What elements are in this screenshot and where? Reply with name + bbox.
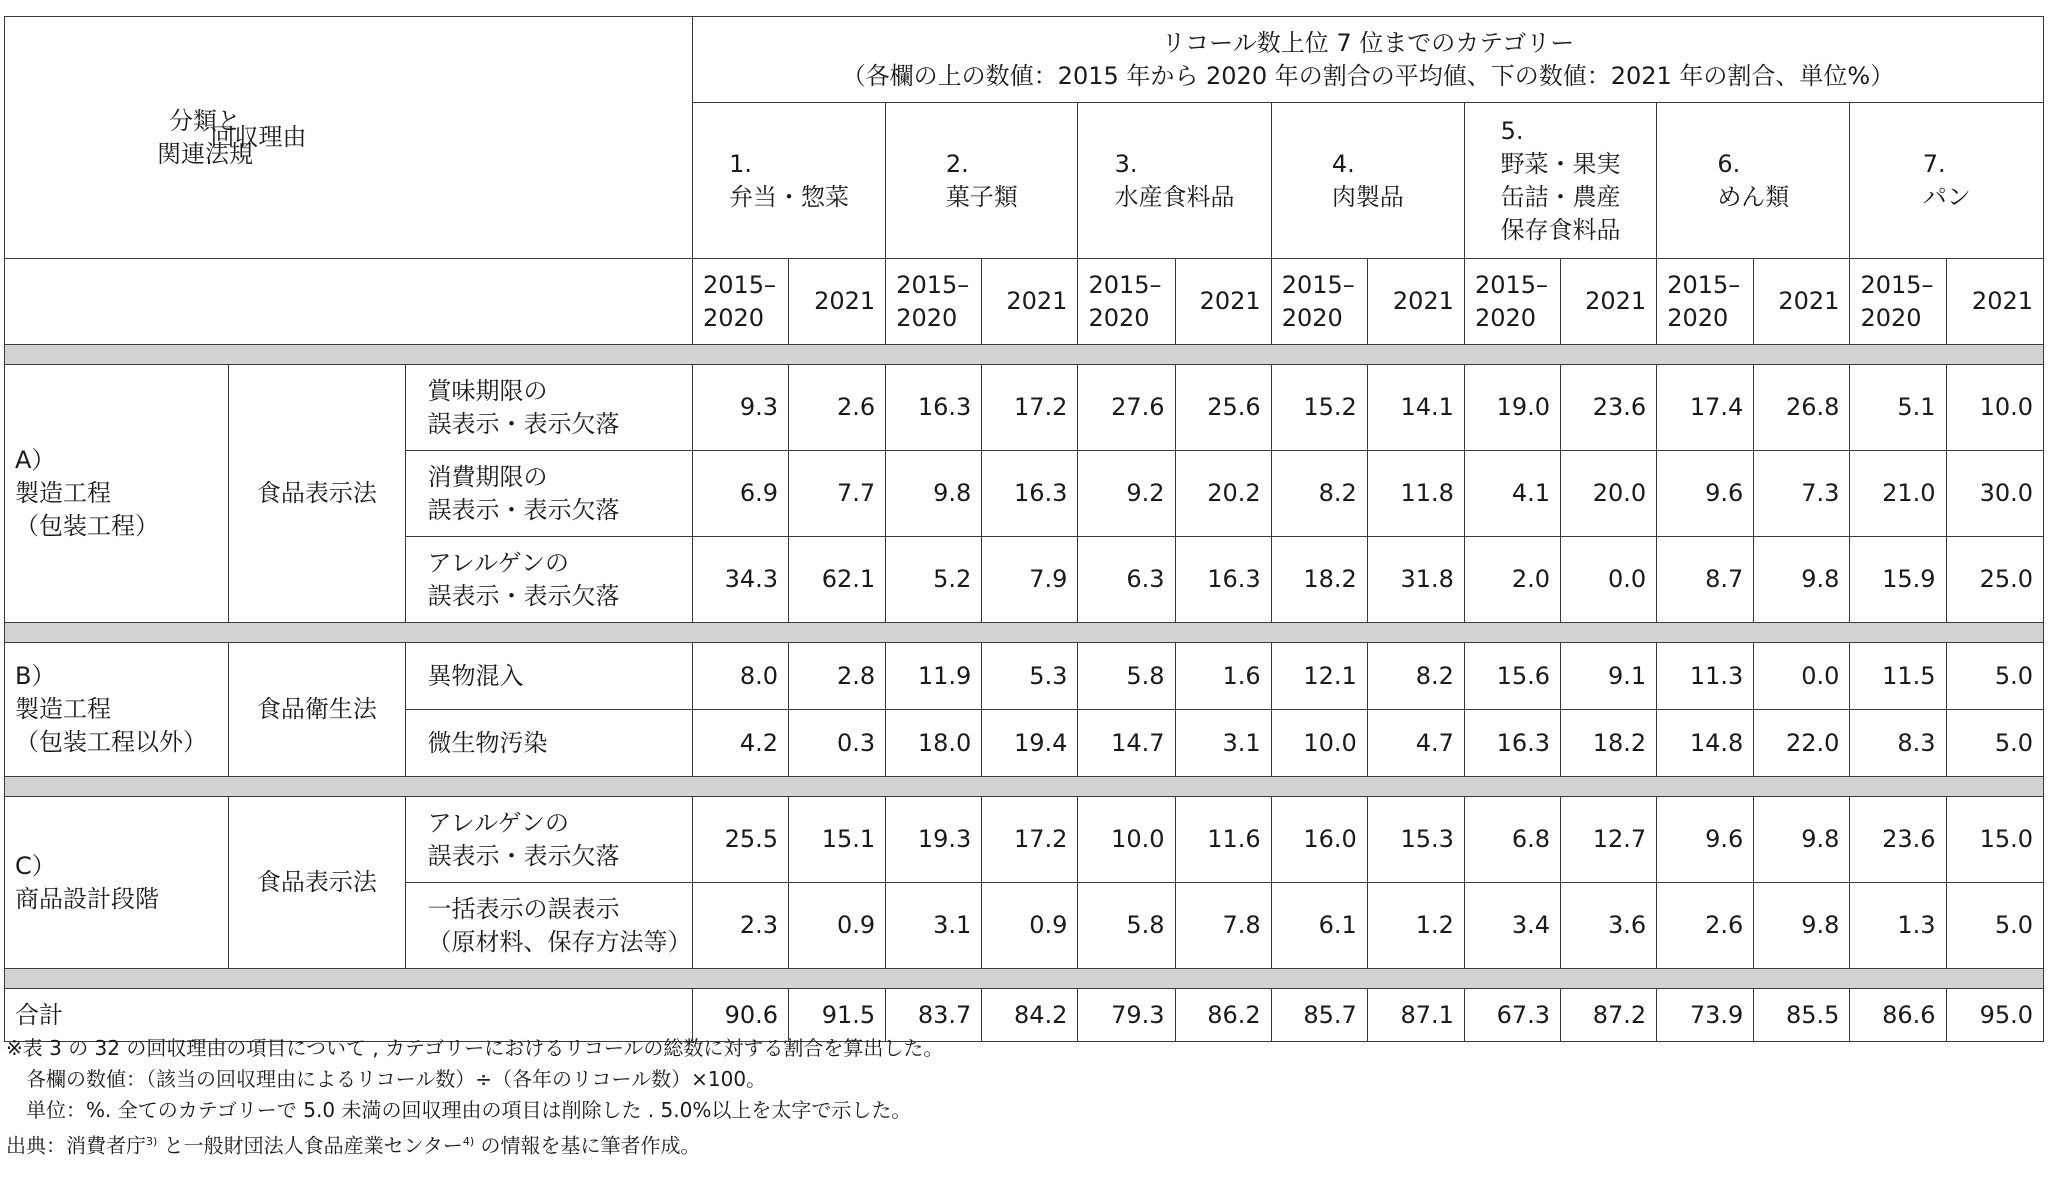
value-cell: 16.3 [1175, 537, 1271, 623]
recall-table [4, 16, 2044, 1042]
value-cell: 8.2 [1367, 643, 1464, 710]
value-cell: 12.7 [1561, 797, 1657, 883]
value-cell: 6.3 [1078, 537, 1175, 623]
group-label: B） 製造工程 （包装工程以外） [5, 643, 229, 777]
value-cell: 30.0 [1946, 451, 2043, 537]
note-source-mid: と一般財団法人食品産業センター [157, 1133, 463, 1158]
value-cell: 11.6 [1175, 797, 1271, 883]
period-header-2015-2020: 2015– 2020 [1464, 259, 1560, 345]
value-cell: 8.3 [1850, 710, 1946, 777]
value-cell: 10.0 [1078, 797, 1175, 883]
value-cell: 23.6 [1850, 797, 1946, 883]
value-cell: 5.2 [886, 537, 982, 623]
value-cell: 15.0 [1946, 797, 2043, 883]
note-ref-1: 3) [146, 1135, 158, 1148]
category-header: 6. めん類 [1717, 149, 1790, 211]
value-cell: 12.1 [1271, 643, 1367, 710]
value-cell: 16.0 [1271, 797, 1367, 883]
group-label: C） 商品設計段階 [5, 797, 229, 969]
value-cell: 6.9 [692, 451, 788, 537]
table-body [5, 17, 2044, 1042]
value-cell: 0.9 [982, 883, 1078, 969]
value-cell: 11.9 [886, 643, 982, 710]
value-cell: 11.8 [1367, 451, 1464, 537]
category-header-cell [692, 103, 885, 259]
recall-reason: アレルゲンの 誤表示・表示欠落 [405, 537, 692, 623]
value-cell: 5.8 [1078, 643, 1175, 710]
table-row [5, 797, 2044, 883]
value-cell: 11.3 [1657, 643, 1754, 710]
group-separator [5, 777, 2044, 797]
period-header-2015-2020: 2015– 2020 [1271, 259, 1367, 345]
group-label: A） 製造工程 （包装工程） [5, 365, 229, 623]
value-cell: 15.2 [1271, 365, 1367, 451]
value-cell: 4.2 [692, 710, 788, 777]
total-value-cell: 86.6 [1850, 989, 1946, 1042]
value-cell: 18.2 [1561, 710, 1657, 777]
value-cell: 20.2 [1175, 451, 1271, 537]
value-cell: 5.0 [1946, 883, 2043, 969]
footnotes [6, 1033, 2036, 1162]
total-value-cell: 95.0 [1946, 989, 2043, 1042]
value-cell: 3.4 [1464, 883, 1560, 969]
period-header-2021: 2021 [1175, 259, 1271, 345]
group-separator [5, 345, 2044, 365]
total-value-cell: 86.2 [1175, 989, 1271, 1042]
value-cell: 5.0 [1946, 643, 2043, 710]
value-cell: 14.1 [1367, 365, 1464, 451]
value-cell: 5.8 [1078, 883, 1175, 969]
period-header-2021: 2021 [1754, 259, 1850, 345]
category-header: 4. 肉製品 [1331, 149, 1404, 211]
value-cell: 9.8 [1754, 883, 1850, 969]
value-cell: 1.3 [1850, 883, 1946, 969]
value-cell: 16.3 [886, 365, 982, 451]
total-value-cell: 67.3 [1464, 989, 1560, 1042]
separator-cell [5, 777, 2044, 797]
total-value-cell: 79.3 [1078, 989, 1175, 1042]
total-value-cell: 85.5 [1754, 989, 1850, 1042]
value-cell: 5.3 [982, 643, 1078, 710]
category-header-cell [1078, 103, 1271, 259]
category-header-cell [886, 103, 1078, 259]
value-cell: 9.2 [1078, 451, 1175, 537]
category-header: 3. 水産食料品 [1114, 149, 1235, 211]
note-line-3: 単位：%. 全てのカテゴリーで 5.0 未満の回収理由の項目は削除した . 5.0%以上を太字で示した。 [6, 1098, 912, 1122]
value-cell: 0.9 [789, 883, 886, 969]
category-header: 7. パン [1922, 149, 1971, 211]
value-cell: 27.6 [1078, 365, 1175, 451]
value-cell: 3.6 [1561, 883, 1657, 969]
period-header-2021: 2021 [982, 259, 1078, 345]
value-cell: 9.3 [692, 365, 788, 451]
category-header: 1. 弁当・惣菜 [729, 149, 850, 211]
total-value-cell: 87.2 [1561, 989, 1657, 1042]
value-cell: 34.3 [692, 537, 788, 623]
table-row [5, 643, 2044, 710]
value-cell: 9.6 [1657, 797, 1754, 883]
total-label: 合計 [5, 989, 693, 1042]
category-header: 5. 野菜・果実 缶詰・農産 保存食料品 [1500, 116, 1621, 244]
period-header-2021: 2021 [1367, 259, 1464, 345]
value-cell: 4.7 [1367, 710, 1464, 777]
recall-reason: 賞味期限の 誤表示・表示欠落 [405, 365, 692, 451]
category-header-cell [1271, 103, 1464, 259]
value-cell: 18.0 [886, 710, 982, 777]
value-cell: 8.0 [692, 643, 788, 710]
value-cell: 2.3 [692, 883, 788, 969]
total-value-cell: 73.9 [1657, 989, 1754, 1042]
value-cell: 1.6 [1175, 643, 1271, 710]
total-value-cell: 83.7 [886, 989, 982, 1042]
value-cell: 16.3 [982, 451, 1078, 537]
value-cell: 11.5 [1850, 643, 1946, 710]
separator-cell [5, 345, 2044, 365]
total-value-cell: 85.7 [1271, 989, 1367, 1042]
note-line-4 [6, 1126, 2036, 1162]
value-cell: 9.8 [886, 451, 982, 537]
reason-header [210, 17, 692, 259]
value-cell: 9.8 [1754, 797, 1850, 883]
value-cell: 2.6 [1657, 883, 1754, 969]
value-cell: 62.1 [789, 537, 886, 623]
value-cell: 2.8 [789, 643, 886, 710]
category-header-cell [1464, 103, 1656, 259]
value-cell: 15.9 [1850, 537, 1946, 623]
group-separator [5, 623, 2044, 643]
note-ref-2: 4) [462, 1135, 475, 1148]
value-cell: 14.8 [1657, 710, 1754, 777]
reason-header-text: 回収理由 [210, 123, 307, 151]
value-cell: 7.7 [789, 451, 886, 537]
recall-reason: 微生物汚染 [405, 710, 692, 777]
separator-cell [5, 969, 2044, 989]
value-cell: 15.6 [1464, 643, 1560, 710]
recall-reason: 一括表示の誤表示 （原材料、保存方法等） [405, 883, 692, 969]
value-cell: 17.2 [982, 365, 1078, 451]
value-cell: 18.2 [1271, 537, 1367, 623]
value-cell: 3.1 [886, 883, 982, 969]
value-cell: 5.1 [1850, 365, 1946, 451]
top-title-line2: （各欄の上の数値：2015 年から 2020 年の割合の平均値、下の数値：2021 年の割合、単位%） [841, 61, 1895, 90]
value-cell: 26.8 [1754, 365, 1850, 451]
note-source-suffix: の情報を基に筆者作成。 [474, 1133, 701, 1158]
note-line-1: ※表 3 の 32 の回収理由の項目について , カテゴリーにおけるリコールの総数に対する割合を算出した。 [6, 1036, 944, 1060]
value-cell: 4.1 [1464, 451, 1560, 537]
value-cell: 17.2 [982, 797, 1078, 883]
total-value-cell: 91.5 [789, 989, 886, 1042]
group-separator [5, 969, 2044, 989]
value-cell: 6.8 [1464, 797, 1560, 883]
value-cell: 2.6 [789, 365, 886, 451]
value-cell: 0.0 [1754, 643, 1850, 710]
value-cell: 5.0 [1946, 710, 2043, 777]
value-cell: 16.3 [1464, 710, 1560, 777]
period-header-2021: 2021 [1561, 259, 1657, 345]
value-cell: 0.0 [1561, 537, 1657, 623]
value-cell: 1.2 [1367, 883, 1464, 969]
period-header-2021: 2021 [1946, 259, 2043, 345]
period-header-2021: 2021 [789, 259, 886, 345]
value-cell: 9.6 [1657, 451, 1754, 537]
recall-reason: 消費期限の 誤表示・表示欠落 [405, 451, 692, 537]
value-cell: 31.8 [1367, 537, 1464, 623]
value-cell: 3.1 [1175, 710, 1271, 777]
category-header-cell [1850, 103, 2044, 259]
total-value-cell: 87.1 [1367, 989, 1464, 1042]
period-header-2015-2020: 2015– 2020 [1850, 259, 1946, 345]
period-header-2015-2020: 2015– 2020 [692, 259, 788, 345]
top-title [692, 17, 2043, 103]
value-cell: 2.0 [1464, 537, 1560, 623]
value-cell: 15.1 [789, 797, 886, 883]
related-law: 食品表示法 [229, 797, 405, 969]
note-source-prefix: 出典：消費者庁 [6, 1133, 146, 1158]
value-cell: 14.7 [1078, 710, 1175, 777]
table-row [5, 365, 2044, 451]
value-cell: 19.4 [982, 710, 1078, 777]
value-cell: 25.0 [1946, 537, 2043, 623]
value-cell: 15.3 [1367, 797, 1464, 883]
separator-cell [5, 623, 2044, 643]
period-header-2015-2020: 2015– 2020 [1078, 259, 1175, 345]
related-law: 食品表示法 [229, 365, 405, 623]
category-header: 2. 菓子類 [945, 149, 1018, 211]
value-cell: 25.5 [692, 797, 788, 883]
category-header-cell [1657, 103, 1850, 259]
recall-reason: アレルゲンの 誤表示・表示欠落 [405, 797, 692, 883]
value-cell: 7.3 [1754, 451, 1850, 537]
value-cell: 25.6 [1175, 365, 1271, 451]
value-cell: 6.1 [1271, 883, 1367, 969]
value-cell: 0.3 [789, 710, 886, 777]
value-cell: 8.7 [1657, 537, 1754, 623]
value-cell: 8.2 [1271, 451, 1367, 537]
note-line-2: 各欄の数値：（該当の回収理由によるリコール数）÷（各年のリコール数）×100。 [6, 1067, 767, 1091]
value-cell: 19.3 [886, 797, 982, 883]
value-cell: 10.0 [1946, 365, 2043, 451]
value-cell: 20.0 [1561, 451, 1657, 537]
value-cell: 10.0 [1271, 710, 1367, 777]
value-cell: 19.0 [1464, 365, 1560, 451]
related-law: 食品衛生法 [229, 643, 405, 777]
value-cell: 9.1 [1561, 643, 1657, 710]
period-header-2015-2020: 2015– 2020 [886, 259, 982, 345]
value-cell: 7.9 [982, 537, 1078, 623]
value-cell: 21.0 [1850, 451, 1946, 537]
value-cell: 17.4 [1657, 365, 1754, 451]
period-header-2015-2020: 2015– 2020 [1657, 259, 1754, 345]
total-value-cell: 90.6 [692, 989, 788, 1042]
top-title-line1: リコール数上位 7 位までのカテゴリー [1161, 28, 1575, 57]
value-cell: 9.8 [1754, 537, 1850, 623]
value-cell: 22.0 [1754, 710, 1850, 777]
period-blank-cell [5, 259, 693, 345]
total-value-cell: 84.2 [982, 989, 1078, 1042]
recall-reason: 異物混入 [405, 643, 692, 710]
classification-header: 分類と 関連法規 [5, 17, 406, 259]
value-cell: 23.6 [1561, 365, 1657, 451]
value-cell: 7.8 [1175, 883, 1271, 969]
